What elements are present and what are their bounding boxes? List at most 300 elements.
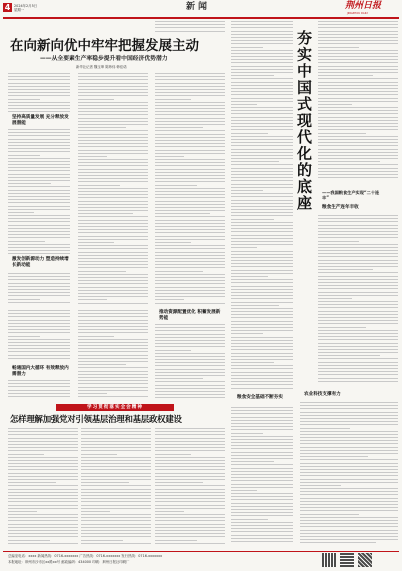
text-line xyxy=(78,76,148,77)
text-line xyxy=(231,496,293,497)
text-line xyxy=(231,120,293,121)
text-line xyxy=(231,333,263,334)
text-line xyxy=(231,506,293,507)
text-line xyxy=(300,447,398,448)
text-line xyxy=(8,495,78,496)
text-line xyxy=(318,269,373,270)
text-line xyxy=(318,164,398,165)
text-line xyxy=(318,343,398,344)
text-line xyxy=(318,266,398,267)
text-line xyxy=(155,365,225,366)
text-line xyxy=(231,47,263,48)
text-line xyxy=(8,289,70,290)
text-line xyxy=(155,27,225,28)
text-line xyxy=(318,37,398,38)
text-line xyxy=(231,136,293,137)
text-line xyxy=(155,121,225,122)
text-line xyxy=(231,126,293,127)
body-text xyxy=(81,428,151,544)
text-line xyxy=(231,490,257,491)
text-line xyxy=(8,543,78,544)
text-line xyxy=(231,31,293,32)
text-line xyxy=(300,485,341,486)
text-line xyxy=(8,479,78,480)
text-line xyxy=(78,79,148,80)
text-line xyxy=(81,524,151,525)
text-line xyxy=(231,72,293,73)
text-line xyxy=(81,434,151,435)
text-line xyxy=(8,151,70,152)
text-line xyxy=(155,397,225,398)
text-line xyxy=(318,330,398,331)
text-line xyxy=(78,303,148,304)
footer-rule xyxy=(3,551,399,552)
text-line xyxy=(231,62,293,63)
text-line xyxy=(318,62,398,63)
text-line xyxy=(318,263,398,264)
text-line xyxy=(8,174,70,175)
text-line xyxy=(155,127,203,128)
text-line xyxy=(155,153,225,154)
body-text xyxy=(78,73,148,305)
feature-col-3 xyxy=(318,21,398,181)
text-line xyxy=(8,336,40,337)
text-line xyxy=(8,457,78,458)
text-line xyxy=(318,368,398,369)
text-line xyxy=(155,350,191,351)
text-line xyxy=(231,340,293,341)
text-line xyxy=(81,492,151,493)
text-line xyxy=(318,285,398,286)
text-line xyxy=(155,498,225,499)
text-line xyxy=(8,524,78,525)
text-line xyxy=(155,216,225,217)
text-line xyxy=(78,156,107,157)
text-line xyxy=(8,466,78,467)
text-line xyxy=(231,235,293,236)
text-line xyxy=(231,91,293,92)
text-line xyxy=(231,359,293,360)
text-line xyxy=(155,520,225,521)
text-line xyxy=(318,31,398,32)
text-line xyxy=(8,218,70,219)
text-line xyxy=(318,123,398,124)
text-line xyxy=(81,517,151,518)
body-text xyxy=(155,324,225,398)
text-line xyxy=(8,215,70,216)
text-line xyxy=(78,102,148,103)
text-line xyxy=(318,69,398,70)
lead-lower-2 xyxy=(155,310,225,400)
text-line xyxy=(8,520,78,521)
text-line xyxy=(231,219,274,220)
lead-col-1 xyxy=(8,73,70,308)
text-line xyxy=(300,510,398,511)
text-line xyxy=(155,369,225,370)
text-line xyxy=(81,469,151,470)
text-line xyxy=(8,253,70,254)
text-line xyxy=(300,424,398,425)
text-line xyxy=(155,248,225,249)
text-line xyxy=(231,317,293,318)
text-line xyxy=(318,307,398,308)
text-line xyxy=(231,171,293,172)
text-line xyxy=(8,450,78,451)
text-line xyxy=(231,452,293,453)
text-line xyxy=(81,460,151,461)
text-line xyxy=(300,463,398,464)
text-line xyxy=(231,206,293,207)
text-line xyxy=(300,504,398,505)
text-line xyxy=(155,223,225,224)
text-line xyxy=(81,498,151,499)
text-line xyxy=(318,94,398,95)
text-line xyxy=(155,274,225,275)
text-line xyxy=(318,126,398,127)
text-line xyxy=(231,302,293,303)
text-line xyxy=(155,255,225,256)
text-line xyxy=(8,511,37,512)
text-line xyxy=(231,420,293,421)
text-line xyxy=(8,447,78,448)
text-line xyxy=(318,56,398,57)
text-line xyxy=(78,296,148,297)
feature-subhead-3: 粮食安全基础不断夯实 xyxy=(237,395,283,400)
text-line xyxy=(81,514,151,515)
text-line xyxy=(155,111,225,112)
text-line xyxy=(78,121,148,122)
text-line xyxy=(8,105,70,106)
text-line xyxy=(318,21,398,22)
text-line xyxy=(155,434,225,435)
text-line xyxy=(8,161,70,162)
text-line xyxy=(231,499,293,500)
footer-bottom: 本报地址：荆州市沙市区xx路xx号 邮政编码：434000 印刷：荆州日报社印刷厂 xyxy=(8,560,130,564)
text-line xyxy=(8,190,70,191)
text-line xyxy=(231,145,293,146)
text-line xyxy=(155,169,225,170)
text-line xyxy=(231,541,293,542)
text-line xyxy=(8,92,70,93)
text-line xyxy=(318,336,398,337)
text-line xyxy=(78,287,148,288)
text-line xyxy=(155,343,225,344)
text-line xyxy=(8,148,70,149)
text-line xyxy=(231,480,293,481)
text-line xyxy=(78,329,148,330)
text-line xyxy=(78,99,114,100)
text-line xyxy=(300,412,398,413)
text-line xyxy=(231,133,268,134)
text-line xyxy=(231,241,293,242)
text-line xyxy=(78,393,107,394)
text-line xyxy=(155,536,225,537)
text-line xyxy=(155,24,225,25)
text-line xyxy=(155,340,225,341)
text-line xyxy=(8,434,78,435)
lead-lower-3 xyxy=(8,310,70,400)
text-line xyxy=(155,92,225,93)
text-line xyxy=(300,539,398,540)
text-line xyxy=(8,302,70,303)
text-line xyxy=(318,339,398,340)
text-line xyxy=(8,177,70,178)
text-line xyxy=(155,287,225,288)
text-line xyxy=(81,463,151,464)
text-line xyxy=(8,386,70,387)
text-line xyxy=(231,471,293,472)
text-line xyxy=(231,222,293,223)
text-line xyxy=(78,390,148,391)
text-line xyxy=(78,396,148,397)
text-line xyxy=(8,155,40,156)
text-line xyxy=(78,252,148,253)
text-line xyxy=(81,511,110,512)
text-line xyxy=(318,142,398,143)
text-line xyxy=(318,40,398,41)
text-line xyxy=(8,514,78,515)
text-line xyxy=(318,91,398,92)
text-line xyxy=(300,542,376,543)
text-line xyxy=(231,69,293,70)
text-line xyxy=(155,146,225,147)
qr-code-2 xyxy=(340,553,354,567)
text-line xyxy=(155,460,225,461)
text-line xyxy=(300,402,398,403)
text-line xyxy=(81,520,151,521)
text-line xyxy=(155,159,225,160)
text-line xyxy=(318,358,398,359)
text-line xyxy=(8,135,70,136)
lead-subheadline: ——从全要素生产率稳步提升看中国经济优势潜力 xyxy=(40,56,168,62)
text-line xyxy=(318,34,398,35)
text-line xyxy=(300,533,398,534)
text-line xyxy=(78,313,148,314)
text-line xyxy=(300,475,398,476)
text-line xyxy=(8,310,70,311)
text-line xyxy=(231,525,293,526)
text-line xyxy=(78,367,148,368)
text-line xyxy=(231,50,293,51)
text-line xyxy=(81,447,151,448)
body-text xyxy=(8,428,78,544)
text-line xyxy=(300,482,398,483)
text-line xyxy=(300,421,398,422)
text-line xyxy=(78,339,148,340)
text-line xyxy=(318,276,398,277)
text-line xyxy=(318,279,398,280)
text-line xyxy=(155,533,225,534)
text-line xyxy=(318,113,398,114)
text-line xyxy=(8,241,45,242)
text-line xyxy=(231,113,293,114)
text-line xyxy=(8,454,44,455)
text-line xyxy=(8,129,70,130)
text-line xyxy=(81,495,151,496)
feature-col-5 xyxy=(300,392,398,545)
text-line xyxy=(78,320,148,321)
text-line xyxy=(231,276,268,277)
text-line xyxy=(8,355,70,356)
text-line xyxy=(300,440,398,441)
body-text xyxy=(318,215,398,383)
text-line xyxy=(155,454,191,455)
text-line xyxy=(318,327,366,328)
text-line xyxy=(78,181,148,182)
text-line xyxy=(155,226,225,227)
text-line xyxy=(231,212,293,213)
text-line xyxy=(78,387,148,388)
text-line xyxy=(78,371,148,372)
text-line xyxy=(318,292,398,293)
text-line xyxy=(8,463,78,464)
text-line xyxy=(155,31,225,32)
text-line xyxy=(231,238,293,239)
text-line xyxy=(318,378,398,379)
text-line xyxy=(300,479,398,480)
text-line xyxy=(231,324,293,325)
text-line xyxy=(81,431,151,432)
text-line xyxy=(78,118,148,119)
text-line xyxy=(78,95,148,96)
text-line xyxy=(318,110,398,111)
text-line xyxy=(231,493,293,494)
text-line xyxy=(231,228,293,229)
text-line xyxy=(155,479,225,480)
text-line xyxy=(78,108,148,109)
text-line xyxy=(231,53,293,54)
text-line xyxy=(155,252,225,253)
text-line xyxy=(155,232,225,233)
text-line xyxy=(155,150,225,151)
text-line xyxy=(231,180,293,181)
text-line xyxy=(81,457,151,458)
text-line xyxy=(300,428,350,429)
text-line xyxy=(231,311,293,312)
text-line xyxy=(231,161,279,162)
text-line xyxy=(155,277,225,278)
text-line xyxy=(231,139,293,140)
text-line xyxy=(78,89,148,90)
date-line: 2024年2月5日 xyxy=(14,4,38,8)
text-line xyxy=(318,221,398,222)
text-line xyxy=(78,216,148,217)
text-line xyxy=(155,79,225,80)
text-line xyxy=(231,263,293,264)
text-line xyxy=(8,225,70,226)
text-line xyxy=(318,311,398,312)
text-line xyxy=(8,212,34,213)
text-line xyxy=(231,362,274,363)
text-line xyxy=(78,175,148,176)
qr-code-1 xyxy=(322,553,336,567)
text-line xyxy=(300,488,398,489)
text-line xyxy=(155,76,225,77)
text-line xyxy=(8,517,78,518)
text-line xyxy=(78,165,148,166)
text-line xyxy=(318,177,398,178)
text-line xyxy=(155,261,225,262)
text-line xyxy=(318,155,398,156)
text-line xyxy=(8,145,70,146)
text-line xyxy=(155,137,225,138)
banner-col-2 xyxy=(81,428,151,546)
text-line xyxy=(231,321,293,322)
text-line xyxy=(300,466,398,467)
text-line xyxy=(300,415,398,416)
text-line xyxy=(81,444,151,445)
text-line xyxy=(8,286,70,287)
text-line xyxy=(231,184,293,185)
text-line xyxy=(318,161,380,162)
text-line xyxy=(300,437,398,438)
text-line xyxy=(231,59,293,60)
body-text xyxy=(231,21,293,389)
text-line xyxy=(318,228,398,229)
text-line xyxy=(318,59,398,60)
text-line xyxy=(155,89,225,90)
text-line xyxy=(155,290,225,291)
text-line xyxy=(318,282,398,283)
text-line xyxy=(78,188,148,189)
text-line xyxy=(78,377,148,378)
text-line xyxy=(155,334,225,335)
text-line xyxy=(78,383,148,384)
text-line xyxy=(155,181,225,182)
text-line xyxy=(8,183,51,184)
text-line xyxy=(78,374,148,375)
text-line xyxy=(8,250,70,251)
text-line xyxy=(78,201,148,202)
text-line xyxy=(81,450,151,451)
text-line xyxy=(155,220,225,221)
qr-code-3 xyxy=(358,553,372,567)
text-line xyxy=(8,273,70,274)
text-line xyxy=(155,299,184,300)
text-line xyxy=(231,27,293,28)
body-text xyxy=(318,21,398,179)
text-line xyxy=(78,248,148,249)
text-line xyxy=(78,194,148,195)
text-line xyxy=(231,215,293,216)
text-line xyxy=(78,178,148,179)
text-line xyxy=(78,355,148,356)
text-line xyxy=(155,188,225,189)
text-line xyxy=(231,289,293,290)
text-line xyxy=(155,514,225,515)
text-line xyxy=(78,232,148,233)
text-line xyxy=(231,442,293,443)
text-line xyxy=(300,453,398,454)
text-line xyxy=(8,209,70,210)
text-line xyxy=(78,162,148,163)
text-line xyxy=(231,292,293,293)
text-line xyxy=(8,292,70,293)
text-line xyxy=(231,388,293,389)
text-line xyxy=(155,524,225,525)
text-line xyxy=(231,66,293,67)
text-line xyxy=(78,73,148,74)
text-line xyxy=(78,345,148,346)
text-line xyxy=(155,236,225,237)
text-line xyxy=(78,83,148,84)
text-line xyxy=(155,485,225,486)
text-line xyxy=(155,527,225,528)
text-line xyxy=(318,247,398,248)
text-line xyxy=(231,327,293,328)
text-line xyxy=(78,137,148,138)
text-line xyxy=(155,482,203,483)
